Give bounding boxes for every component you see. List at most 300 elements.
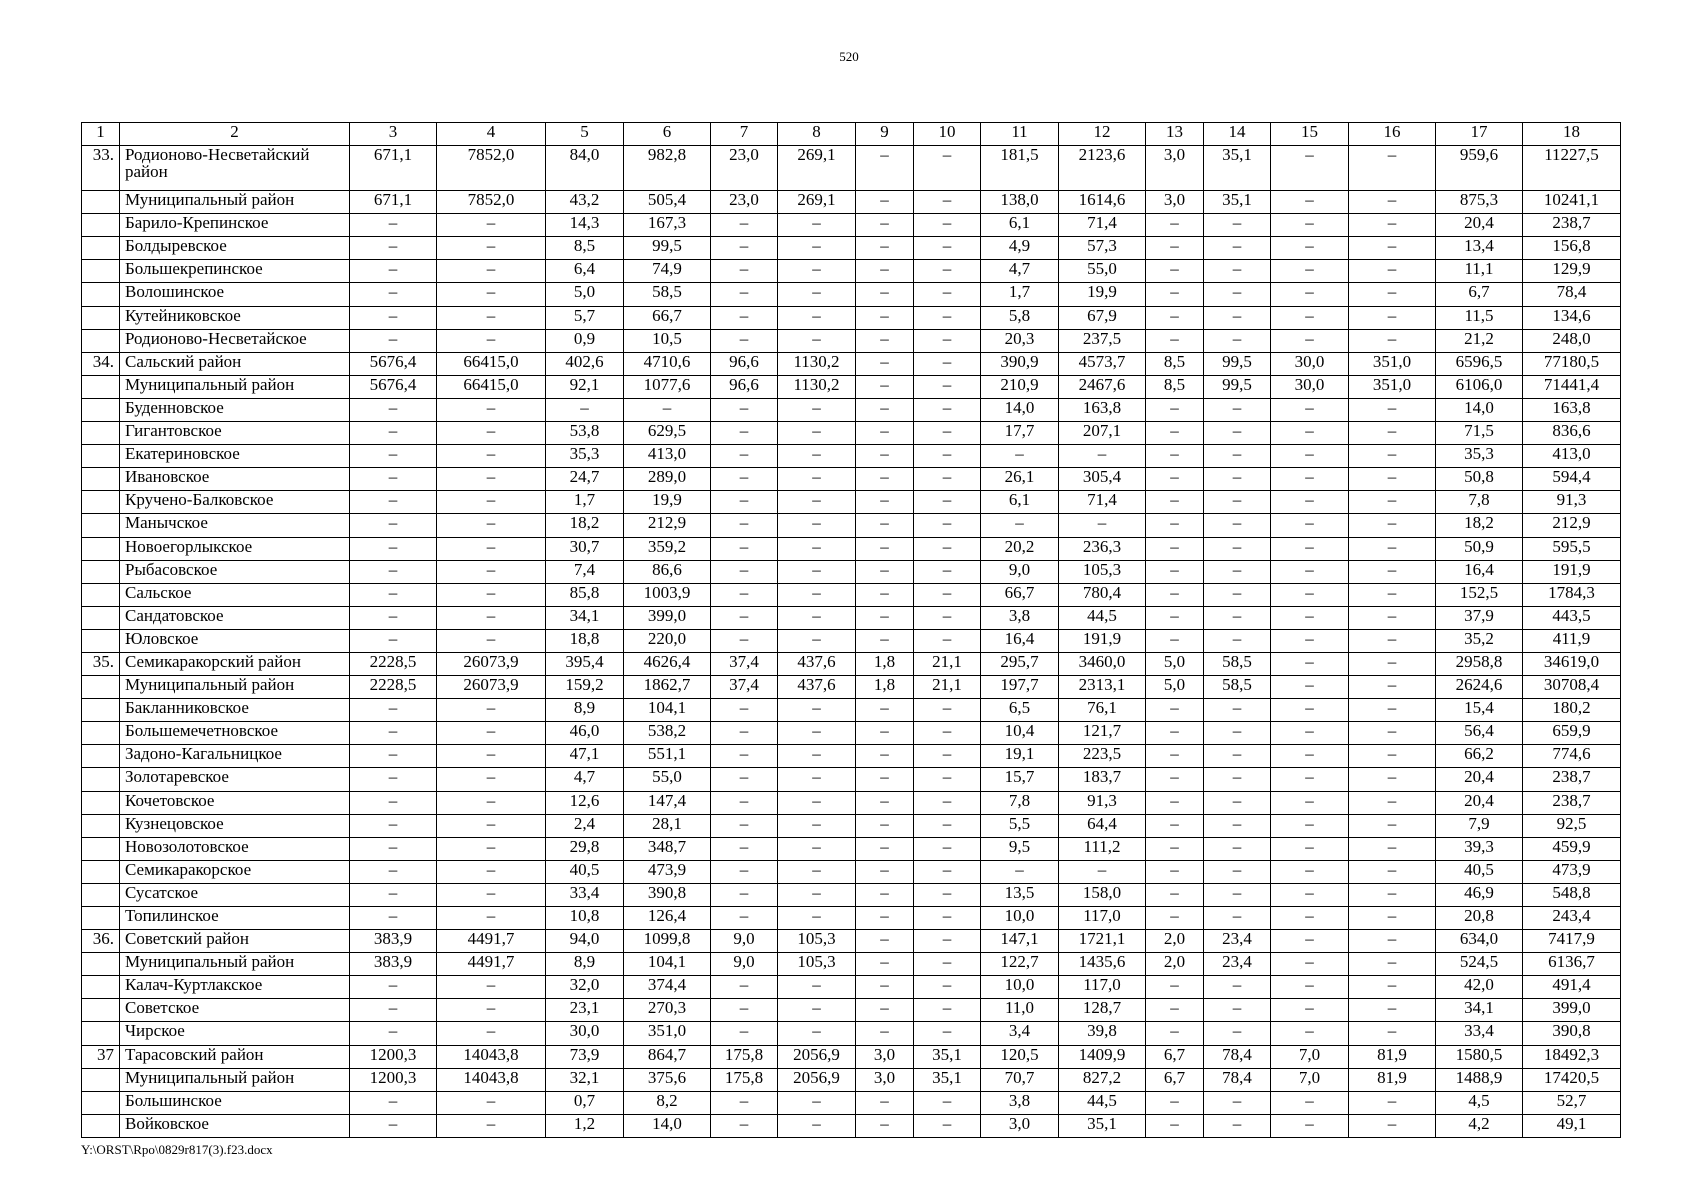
value-cell: 10,0 xyxy=(981,907,1059,930)
value-cell: – xyxy=(1146,214,1204,237)
value-cell: 14,0 xyxy=(624,1114,711,1137)
value-cell: 11227,5 xyxy=(1523,146,1621,191)
value-cell: 0,7 xyxy=(546,1091,624,1114)
value-cell: 3,0 xyxy=(1146,146,1204,191)
value-cell: – xyxy=(437,560,546,583)
value-cell: – xyxy=(914,560,981,583)
district-total-row xyxy=(82,352,1621,375)
value-cell: 3,0 xyxy=(1146,191,1204,214)
value-cell: 58,5 xyxy=(1204,676,1271,699)
value-cell: – xyxy=(778,237,856,260)
value-cell: 248,0 xyxy=(1523,329,1621,352)
row-number-cell xyxy=(82,237,120,260)
value-cell: – xyxy=(1349,146,1436,191)
table-row xyxy=(82,629,1621,652)
value-cell: 0,9 xyxy=(546,329,624,352)
value-cell: 11,0 xyxy=(981,999,1059,1022)
value-cell: – xyxy=(350,560,437,583)
value-cell: 10,8 xyxy=(546,907,624,930)
value-cell: 84,0 xyxy=(546,146,624,191)
value-cell: – xyxy=(350,491,437,514)
value-cell: – xyxy=(437,860,546,883)
value-cell: – xyxy=(1349,537,1436,560)
table-row xyxy=(82,907,1621,930)
value-cell: – xyxy=(914,191,981,214)
value-cell: 5676,4 xyxy=(350,375,437,398)
value-cell: 1077,6 xyxy=(624,375,711,398)
value-cell: – xyxy=(1146,976,1204,999)
table-row xyxy=(82,375,1621,398)
value-cell: – xyxy=(778,999,856,1022)
value-cell: 210,9 xyxy=(981,375,1059,398)
value-cell: – xyxy=(1059,860,1146,883)
value-cell: 390,9 xyxy=(981,352,1059,375)
value-cell: 57,3 xyxy=(1059,237,1146,260)
value-cell: 167,3 xyxy=(624,214,711,237)
value-cell: 437,6 xyxy=(778,676,856,699)
value-cell: – xyxy=(856,306,914,329)
value-cell: – xyxy=(437,283,546,306)
value-cell: – xyxy=(437,537,546,560)
value-cell: 104,1 xyxy=(624,953,711,976)
value-cell: – xyxy=(1271,398,1349,421)
value-cell: – xyxy=(437,491,546,514)
value-cell: – xyxy=(350,306,437,329)
value-cell: 1003,9 xyxy=(624,583,711,606)
value-cell: – xyxy=(711,491,778,514)
value-cell: – xyxy=(711,398,778,421)
municipality-name-cell: Новозолотовское xyxy=(120,837,350,860)
value-cell: – xyxy=(1146,907,1204,930)
value-cell: – xyxy=(778,722,856,745)
value-cell: 147,1 xyxy=(981,930,1059,953)
value-cell: 671,1 xyxy=(350,191,437,214)
table-row xyxy=(82,329,1621,352)
value-cell: 2313,1 xyxy=(1059,676,1146,699)
value-cell: – xyxy=(914,722,981,745)
value-cell: 43,2 xyxy=(546,191,624,214)
value-cell: 19,9 xyxy=(1059,283,1146,306)
value-cell: 92,5 xyxy=(1523,814,1621,837)
value-cell: 120,5 xyxy=(981,1045,1059,1068)
value-cell: 2056,9 xyxy=(778,1045,856,1068)
value-cell: – xyxy=(1271,283,1349,306)
value-cell: – xyxy=(437,837,546,860)
row-number-cell xyxy=(82,860,120,883)
value-cell: 538,2 xyxy=(624,722,711,745)
value-cell: 1,7 xyxy=(546,491,624,514)
value-cell: 524,5 xyxy=(1436,953,1523,976)
value-cell: – xyxy=(914,860,981,883)
value-cell: – xyxy=(350,837,437,860)
value-cell: – xyxy=(778,1114,856,1137)
value-cell: 14,0 xyxy=(1436,398,1523,421)
value-cell: 238,7 xyxy=(1523,214,1621,237)
row-number-cell xyxy=(82,907,120,930)
value-cell: 163,8 xyxy=(1059,398,1146,421)
value-cell: – xyxy=(1204,768,1271,791)
value-cell: – xyxy=(778,329,856,352)
value-cell: – xyxy=(711,329,778,352)
value-cell: 383,9 xyxy=(350,930,437,953)
value-cell: 67,9 xyxy=(1059,306,1146,329)
value-cell: – xyxy=(1146,583,1204,606)
value-cell: – xyxy=(1146,491,1204,514)
value-cell: – xyxy=(350,445,437,468)
value-cell: 9,0 xyxy=(711,953,778,976)
value-cell: – xyxy=(1271,976,1349,999)
value-cell: 4491,7 xyxy=(437,930,546,953)
value-cell: 33,4 xyxy=(546,883,624,906)
value-cell: 437,6 xyxy=(778,652,856,675)
value-cell: – xyxy=(711,1022,778,1045)
value-cell: 121,7 xyxy=(1059,722,1146,745)
value-cell: – xyxy=(1146,260,1204,283)
value-cell: 399,0 xyxy=(624,606,711,629)
value-cell: – xyxy=(1204,883,1271,906)
value-cell: 4573,7 xyxy=(1059,352,1146,375)
row-number-cell xyxy=(82,676,120,699)
value-cell: 2,0 xyxy=(1146,953,1204,976)
value-cell: – xyxy=(437,306,546,329)
value-cell: – xyxy=(856,514,914,537)
table-row xyxy=(82,953,1621,976)
municipality-name-cell: Рыбасовское xyxy=(120,560,350,583)
value-cell: – xyxy=(778,606,856,629)
row-number-cell xyxy=(82,953,120,976)
value-cell: – xyxy=(1204,583,1271,606)
row-number-cell xyxy=(82,191,120,214)
value-cell: 7,9 xyxy=(1436,814,1523,837)
footer-file-path: Y:\ORST\Rpo\0829r817(3).f23.docx xyxy=(81,1142,273,1157)
value-cell: 1580,5 xyxy=(1436,1045,1523,1068)
header-row xyxy=(82,123,1621,146)
value-cell: – xyxy=(856,606,914,629)
row-number-cell xyxy=(82,722,120,745)
value-cell: 659,9 xyxy=(1523,722,1621,745)
row-number-cell: 33. xyxy=(82,146,120,191)
value-cell: – xyxy=(350,860,437,883)
value-cell: 3,4 xyxy=(981,1022,1059,1045)
value-cell: 96,6 xyxy=(711,352,778,375)
value-cell: – xyxy=(437,514,546,537)
value-cell: 1435,6 xyxy=(1059,953,1146,976)
table-row xyxy=(82,214,1621,237)
value-cell: 42,0 xyxy=(1436,976,1523,999)
value-cell: 10,5 xyxy=(624,329,711,352)
column-number-header: 12 xyxy=(1059,123,1146,146)
municipality-name-cell: Муниципальный район xyxy=(120,1068,350,1091)
value-cell: 50,8 xyxy=(1436,468,1523,491)
value-cell: 117,0 xyxy=(1059,976,1146,999)
value-cell: 348,7 xyxy=(624,837,711,860)
value-cell: – xyxy=(1271,214,1349,237)
value-cell: – xyxy=(350,745,437,768)
value-cell: – xyxy=(914,260,981,283)
value-cell: 138,0 xyxy=(981,191,1059,214)
value-cell: – xyxy=(1349,930,1436,953)
value-cell: 17420,5 xyxy=(1523,1068,1621,1091)
value-cell: 2,0 xyxy=(1146,930,1204,953)
value-cell: – xyxy=(1204,422,1271,445)
value-cell: – xyxy=(1349,583,1436,606)
value-cell: 55,0 xyxy=(1059,260,1146,283)
value-cell: – xyxy=(914,606,981,629)
value-cell: 4,9 xyxy=(981,237,1059,260)
value-cell: – xyxy=(1204,860,1271,883)
value-cell: – xyxy=(914,699,981,722)
value-cell: 4,7 xyxy=(981,260,1059,283)
value-cell: 13,4 xyxy=(1436,237,1523,260)
value-cell: 35,1 xyxy=(1204,146,1271,191)
value-cell: – xyxy=(856,214,914,237)
value-cell: 359,2 xyxy=(624,537,711,560)
value-cell: – xyxy=(856,146,914,191)
value-cell: – xyxy=(856,375,914,398)
value-cell: 6,7 xyxy=(1436,283,1523,306)
value-cell: 34,1 xyxy=(546,606,624,629)
value-cell: 35,1 xyxy=(914,1045,981,1068)
value-cell: – xyxy=(1271,514,1349,537)
municipality-name-cell: Гигантовское xyxy=(120,422,350,445)
value-cell: 81,9 xyxy=(1349,1045,1436,1068)
municipality-name-cell: Болдыревское xyxy=(120,237,350,260)
value-cell: 629,5 xyxy=(624,422,711,445)
municipality-name-cell: Кочетовское xyxy=(120,791,350,814)
value-cell: – xyxy=(1349,699,1436,722)
value-cell: 8,5 xyxy=(546,237,624,260)
table-row xyxy=(82,491,1621,514)
value-cell: 163,8 xyxy=(1523,398,1621,421)
value-cell: – xyxy=(437,745,546,768)
value-cell: 66,7 xyxy=(981,583,1059,606)
value-cell: 28,1 xyxy=(624,814,711,837)
value-cell: – xyxy=(711,860,778,883)
value-cell: – xyxy=(856,883,914,906)
value-cell: 551,1 xyxy=(624,745,711,768)
value-cell: 6106,0 xyxy=(1436,375,1523,398)
municipality-name-cell: Муниципальный район xyxy=(120,191,350,214)
value-cell: – xyxy=(778,1091,856,1114)
table-row xyxy=(82,445,1621,468)
value-cell: 2228,5 xyxy=(350,652,437,675)
value-cell: 2123,6 xyxy=(1059,146,1146,191)
value-cell: 3,8 xyxy=(981,606,1059,629)
value-cell: – xyxy=(856,860,914,883)
value-cell: – xyxy=(437,999,546,1022)
value-cell: 78,4 xyxy=(1204,1068,1271,1091)
value-cell: – xyxy=(1146,606,1204,629)
value-cell: – xyxy=(1204,1022,1271,1045)
row-number-cell xyxy=(82,745,120,768)
value-cell: – xyxy=(350,537,437,560)
value-cell: 443,5 xyxy=(1523,606,1621,629)
value-cell: – xyxy=(1204,699,1271,722)
value-cell: 21,2 xyxy=(1436,329,1523,352)
value-cell: 37,9 xyxy=(1436,606,1523,629)
table-row xyxy=(82,722,1621,745)
value-cell: 152,5 xyxy=(1436,583,1523,606)
value-cell: – xyxy=(778,537,856,560)
value-cell: – xyxy=(914,237,981,260)
value-cell: 1488,9 xyxy=(1436,1068,1523,1091)
column-number-header: 6 xyxy=(624,123,711,146)
value-cell: – xyxy=(711,999,778,1022)
value-cell: 289,0 xyxy=(624,468,711,491)
value-cell: 390,8 xyxy=(624,883,711,906)
value-cell: 14043,8 xyxy=(437,1045,546,1068)
municipality-name-cell: Екатериновское xyxy=(120,445,350,468)
value-cell: – xyxy=(981,445,1059,468)
value-cell: 56,4 xyxy=(1436,722,1523,745)
value-cell: 78,4 xyxy=(1204,1045,1271,1068)
column-number-header: 18 xyxy=(1523,123,1621,146)
value-cell: 5,0 xyxy=(1146,652,1204,675)
value-cell: – xyxy=(1271,306,1349,329)
value-cell: – xyxy=(856,260,914,283)
value-cell: 30708,4 xyxy=(1523,676,1621,699)
value-cell: 37,4 xyxy=(711,676,778,699)
row-number-cell xyxy=(82,699,120,722)
value-cell: – xyxy=(778,699,856,722)
value-cell: – xyxy=(914,953,981,976)
value-cell: 959,6 xyxy=(1436,146,1523,191)
value-cell: 413,0 xyxy=(1523,445,1621,468)
value-cell: 20,8 xyxy=(1436,907,1523,930)
value-cell: – xyxy=(1349,814,1436,837)
value-cell: – xyxy=(1349,722,1436,745)
value-cell: – xyxy=(1146,722,1204,745)
value-cell: 66,2 xyxy=(1436,745,1523,768)
column-number-header: 13 xyxy=(1146,123,1204,146)
value-cell: – xyxy=(1146,1022,1204,1045)
value-cell: – xyxy=(1146,329,1204,352)
value-cell: – xyxy=(1146,468,1204,491)
value-cell: – xyxy=(856,468,914,491)
value-cell: – xyxy=(856,398,914,421)
municipality-name-cell: Кузнецовское xyxy=(120,814,350,837)
value-cell: 81,9 xyxy=(1349,1068,1436,1091)
value-cell: 1200,3 xyxy=(350,1068,437,1091)
table-row xyxy=(82,1068,1621,1091)
municipality-name-cell: Юловское xyxy=(120,629,350,652)
value-cell: – xyxy=(1204,791,1271,814)
value-cell: – xyxy=(711,445,778,468)
value-cell: 7417,9 xyxy=(1523,930,1621,953)
value-cell: 7852,0 xyxy=(437,146,546,191)
row-number-cell xyxy=(82,398,120,421)
value-cell: – xyxy=(350,214,437,237)
value-cell: 19,9 xyxy=(624,491,711,514)
value-cell: – xyxy=(914,1022,981,1045)
value-cell: 10,4 xyxy=(981,722,1059,745)
row-number-cell xyxy=(82,306,120,329)
value-cell: – xyxy=(1271,745,1349,768)
value-cell: – xyxy=(350,791,437,814)
value-cell: – xyxy=(856,768,914,791)
value-cell: 104,1 xyxy=(624,699,711,722)
value-cell: 836,6 xyxy=(1523,422,1621,445)
value-cell: 1721,1 xyxy=(1059,930,1146,953)
value-cell: 30,0 xyxy=(1271,375,1349,398)
value-cell: – xyxy=(1271,422,1349,445)
table-row xyxy=(82,537,1621,560)
value-cell: 15,7 xyxy=(981,768,1059,791)
value-cell: 122,7 xyxy=(981,953,1059,976)
municipality-name-cell: Новоегорлыкское xyxy=(120,537,350,560)
value-cell: – xyxy=(914,930,981,953)
value-cell: 390,8 xyxy=(1523,1022,1621,1045)
value-cell: – xyxy=(914,514,981,537)
value-cell: 105,3 xyxy=(778,930,856,953)
value-cell: 4,7 xyxy=(546,768,624,791)
value-cell: – xyxy=(711,907,778,930)
column-number-header: 7 xyxy=(711,123,778,146)
value-cell: 9,0 xyxy=(981,560,1059,583)
table-row xyxy=(82,976,1621,999)
value-cell: 269,1 xyxy=(778,146,856,191)
value-cell: 212,9 xyxy=(624,514,711,537)
value-cell: – xyxy=(981,514,1059,537)
value-cell: – xyxy=(1204,814,1271,837)
row-number-cell xyxy=(82,606,120,629)
value-cell: – xyxy=(1349,953,1436,976)
value-cell: – xyxy=(1204,1114,1271,1137)
value-cell: 91,3 xyxy=(1523,491,1621,514)
value-cell: 236,3 xyxy=(1059,537,1146,560)
value-cell: – xyxy=(1146,445,1204,468)
value-cell: 4,5 xyxy=(1436,1091,1523,1114)
value-cell: 74,9 xyxy=(624,260,711,283)
value-cell: 1130,2 xyxy=(778,375,856,398)
value-cell: – xyxy=(1146,1091,1204,1114)
value-cell: – xyxy=(711,422,778,445)
value-cell: – xyxy=(711,837,778,860)
value-cell: 105,3 xyxy=(778,953,856,976)
value-cell: – xyxy=(350,329,437,352)
allocation-table xyxy=(81,122,1621,1138)
table-row xyxy=(82,768,1621,791)
value-cell: 473,9 xyxy=(624,860,711,883)
row-number-cell xyxy=(82,445,120,468)
value-cell: 14,0 xyxy=(981,398,1059,421)
value-cell: 19,1 xyxy=(981,745,1059,768)
value-cell: – xyxy=(437,422,546,445)
value-cell: 94,0 xyxy=(546,930,624,953)
value-cell: – xyxy=(1349,652,1436,675)
value-cell: – xyxy=(1271,468,1349,491)
value-cell: 1862,7 xyxy=(624,676,711,699)
value-cell: – xyxy=(350,422,437,445)
value-cell: – xyxy=(350,583,437,606)
table-row xyxy=(82,422,1621,445)
value-cell: 20,3 xyxy=(981,329,1059,352)
value-cell: – xyxy=(437,583,546,606)
row-number-cell: 37 xyxy=(82,1045,120,1068)
value-cell: – xyxy=(1349,560,1436,583)
value-cell: 26,1 xyxy=(981,468,1059,491)
value-cell: – xyxy=(914,537,981,560)
value-cell: – xyxy=(778,260,856,283)
value-cell: 634,0 xyxy=(1436,930,1523,953)
value-cell: 147,4 xyxy=(624,791,711,814)
value-cell: – xyxy=(778,1022,856,1045)
value-cell: – xyxy=(350,514,437,537)
value-cell: – xyxy=(778,745,856,768)
value-cell: – xyxy=(778,768,856,791)
column-number-header: 2 xyxy=(120,123,350,146)
column-number-header: 4 xyxy=(437,123,546,146)
